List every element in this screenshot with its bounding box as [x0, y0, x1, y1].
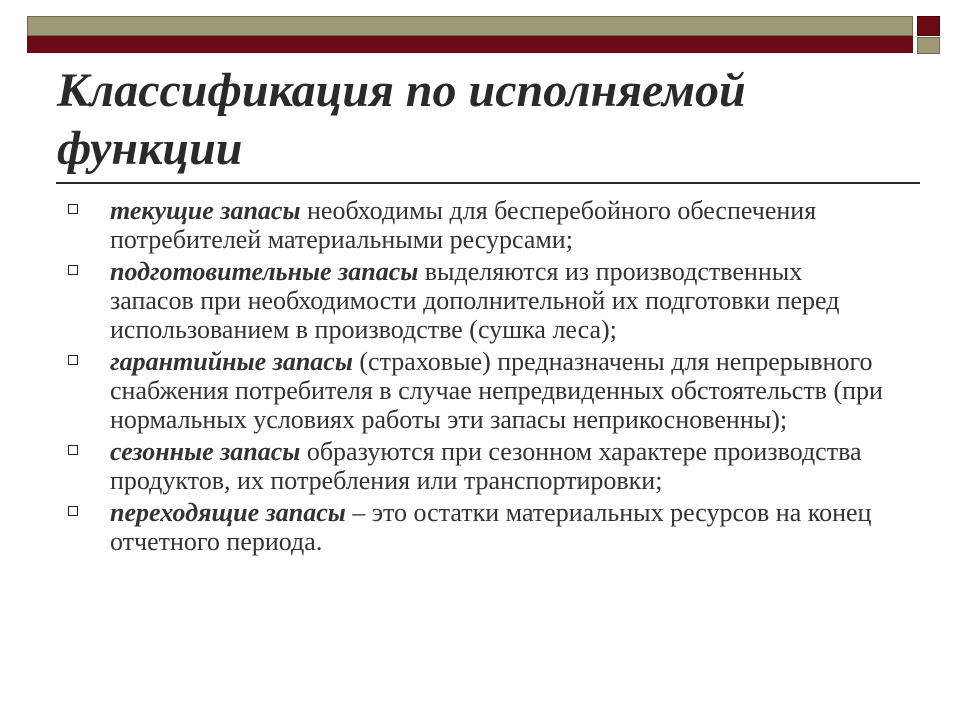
bullet-term: подготовительные запасы	[110, 257, 419, 286]
hollow-square-bullet-icon	[68, 506, 78, 516]
hollow-square-bullet-icon	[68, 265, 78, 275]
hollow-square-bullet-icon	[68, 204, 78, 214]
slide-title: Классификация по исполняемой функции	[57, 64, 746, 175]
bullet-term: текущие запасы	[110, 196, 301, 225]
bullet-list	[64, 196, 884, 559]
header-bar-maroon	[27, 36, 913, 53]
bullet-term: гарантийные запасы	[110, 347, 353, 376]
title-divider	[56, 182, 920, 184]
header-bar-olive	[27, 16, 913, 36]
bullet-item-preparatory-stock	[64, 257, 884, 344]
bullet-item-current-stock	[64, 196, 884, 254]
hollow-square-bullet-icon	[68, 445, 78, 455]
bullet-text: образуются при сезонном характере производства продуктов, их потребления или транспортировки;	[110, 437, 862, 495]
bullet-text: выделяются из производственных запасов при необходимости дополнительной их подготовки перед использованием в производстве (сушка леса);	[110, 257, 840, 344]
bullet-text: необходимы для бесперебойного обеспечения потребителей материальными ресурсами;	[110, 196, 817, 254]
corner-square-olive	[917, 37, 940, 54]
bullet-item-guarantee-stock	[64, 347, 884, 434]
corner-square-maroon	[917, 16, 940, 36]
bullet-item-carryover-stock	[64, 498, 884, 556]
bullet-term: сезонные запасы	[110, 437, 301, 466]
hollow-square-bullet-icon	[68, 355, 78, 365]
bullet-item-seasonal-stock	[64, 437, 884, 495]
bullet-term: переходящие запасы	[110, 498, 346, 527]
bullet-text: (страховые) предназначены для непрерывного снабжения потребителя в случае непредвиденных обстоятельств (при нормальных условиях работы эти запасы неприкосновенны);	[110, 347, 883, 434]
bullet-text: – это остатки материальных ресурсов на конец отчетного периода.	[110, 498, 872, 556]
